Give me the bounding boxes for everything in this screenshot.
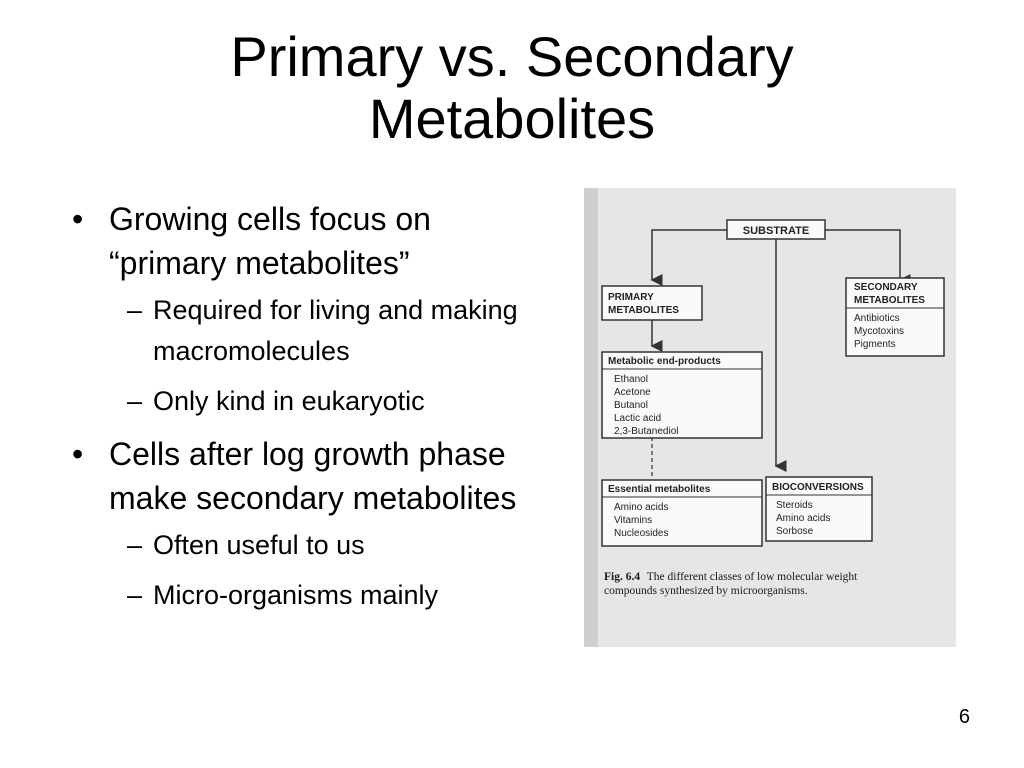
sub-bullet-list (109, 290, 542, 422)
essential-item: Amino acids (614, 502, 669, 513)
metabolite-classes-diagram (584, 188, 956, 647)
scanned-figure (584, 188, 956, 647)
secondary-item: Antibiotics (854, 313, 900, 324)
figure-caption (604, 571, 858, 583)
bullet-dot-icon: • (72, 201, 84, 237)
caption-line-1: The different classes of low molecular weight (646, 571, 858, 583)
secondary-label-line-2: METABOLITES (854, 295, 925, 306)
dash-icon: – (127, 530, 143, 560)
dash-icon: – (127, 580, 143, 610)
essential-item: Vitamins (614, 515, 653, 526)
bioconversion-item: Amino acids (776, 513, 831, 524)
bullet-dot-icon: • (72, 436, 84, 472)
end-product-item: Acetone (614, 387, 651, 398)
sub-bullet-text: Micro-organisms mainly (153, 580, 439, 610)
sub-bullet (109, 290, 542, 372)
secondary-item: Pigments (854, 339, 896, 350)
bullet-primary (72, 197, 542, 422)
substrate-label: SUBSTRATE (742, 225, 810, 237)
page-gutter-shadow (584, 188, 598, 647)
essential-item: Nucleosides (614, 528, 669, 539)
sub-bullet-text: Only kind in eukaryotic (153, 386, 425, 416)
caption-label: Fig. 6.4 (604, 571, 641, 583)
primary-label-line-2: METABOLITES (608, 305, 679, 316)
sub-bullet-list (109, 525, 542, 616)
essential-header: Essential metabolites (608, 484, 711, 495)
slide-title-line-2: Metabolites (368, 87, 656, 150)
page-number: 6 (958, 706, 970, 728)
caption-line-2: compounds synthesized by microorganisms. (604, 585, 808, 597)
bioconversions-header: BIOCONVERSIONS (772, 482, 864, 493)
sub-bullet (109, 381, 542, 422)
sub-bullet (109, 575, 542, 616)
sub-bullet-text: Required for living and making macromolecules (153, 295, 518, 366)
arrow-to-primary (652, 230, 727, 280)
end-product-item: Ethanol (614, 374, 648, 385)
bullet-secondary (72, 432, 542, 616)
secondary-label-line-1: SECONDARY (854, 282, 918, 293)
bioconversion-item: Steroids (776, 500, 813, 511)
end-products-header: Metabolic end-products (608, 356, 721, 367)
bullet-primary-text: Growing cells focus on “primary metabolites” (109, 201, 431, 281)
dash-icon: – (127, 386, 143, 416)
sub-bullet-text: Often useful to us (153, 530, 365, 560)
bioconversion-item: Sorbose (776, 526, 814, 537)
primary-label-line-1: PRIMARY (608, 292, 654, 303)
slide-title-line-1: Primary vs. Secondary (230, 25, 794, 88)
end-product-item: Butanol (614, 400, 648, 411)
bullet-secondary-text: Cells after log growth phase make secondary metabolites (109, 436, 517, 516)
end-product-item: 2,3-Butanediol (614, 426, 679, 437)
arrow-to-secondary (825, 230, 900, 280)
sub-bullet (109, 525, 542, 566)
slide-title (0, 26, 1024, 150)
end-product-item: Lactic acid (614, 413, 662, 424)
dash-icon: – (127, 295, 143, 325)
secondary-item: Mycotoxins (854, 326, 905, 337)
bullet-list (72, 197, 542, 626)
